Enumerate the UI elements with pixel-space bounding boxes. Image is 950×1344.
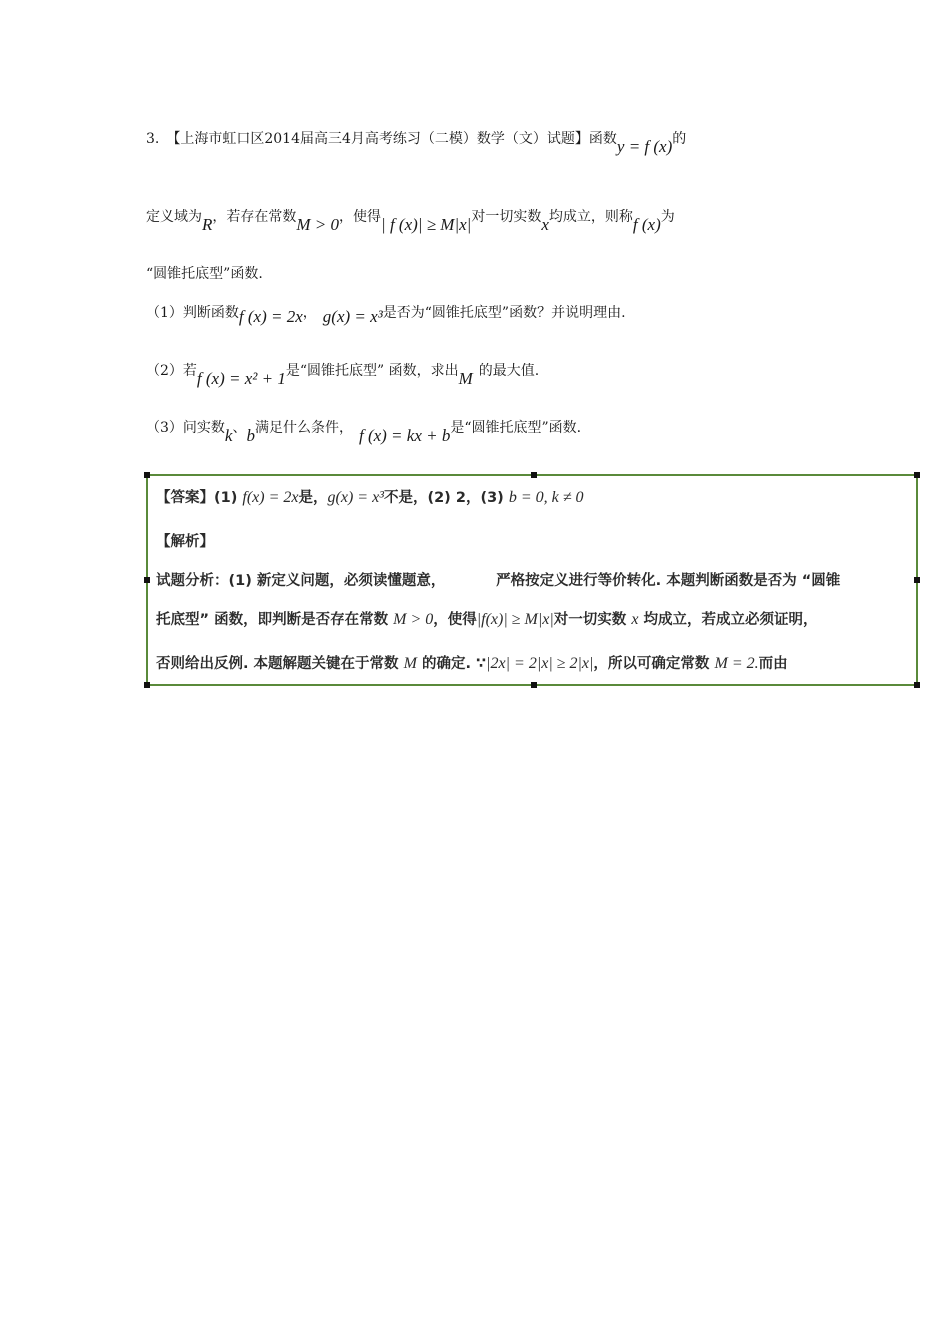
text-for-all-x: 对一切实数 [471, 209, 542, 225]
analysis-heading [156, 530, 214, 551]
math-f-x2-plus-1: f (x) = x² + 1 [196, 369, 286, 388]
math-inequality: | f (x)| ≥ M|x| [381, 215, 472, 234]
q1-text: 是否为“圆锥托底型”函数？并说明理由. [382, 305, 626, 321]
question-2 [146, 360, 540, 388]
analysis-M: M [403, 655, 417, 672]
resize-handle-bm[interactable] [531, 682, 537, 688]
analysis-text-3b: 的确定. ∵ [416, 656, 487, 672]
analysis-equation: |2x| = 2|x| ≥ 2|x| [486, 655, 594, 672]
q3-text-end: 是“圆锥托底型”函数. [450, 420, 582, 436]
answer-line [156, 486, 584, 507]
analysis-text-1: 试题分析：(1) 新定义问题，必须读懂题意， 严格按定义进行等价转化. 本题判断函数是否为 “圆锥 [156, 573, 841, 589]
problem-title: 3. 【上海市虹口区2014届高三4月高考练习（二模）数学（文）试题】函数 [146, 131, 617, 147]
math-g-x3: g(x) = x³ [322, 307, 383, 326]
answer-label: 【答案】(1) [156, 490, 243, 506]
math-fx: f (x) [632, 215, 661, 234]
problem-line-2 [146, 206, 675, 234]
math-M-gt-0: M > 0 [296, 215, 340, 234]
analysis-inequality: |f(x)| ≥ M|x| [476, 611, 554, 628]
q1-label: （1）判断函数 [146, 305, 239, 321]
text-definition: “圆锥托底型”函数. [146, 266, 263, 282]
q2-text: 是“圆锥托底型” 函数，求出 [285, 363, 459, 379]
text-constant: ，若存在常数 [212, 209, 297, 225]
math-x: x [541, 215, 549, 234]
answer-g: g(x) = x³ [327, 489, 384, 506]
analysis-text-3a: 否则给出反例. 本题解题关键在于常数 [156, 656, 404, 672]
text-such-that: ，使得 [339, 209, 382, 225]
analysis-label: 【解析】 [156, 534, 214, 550]
text-holds: 均成立，则称 [548, 209, 633, 225]
math-f-2x: f (x) = 2x [238, 307, 303, 326]
answer-rest: 不是，(2) 2，(3) [383, 490, 509, 506]
problem-line-3 [146, 264, 263, 284]
q1-comma: ， [302, 305, 317, 321]
math-y-eq-fx: y = f (x) [616, 137, 673, 156]
answer-condition: b = 0, k ≠ 0 [508, 489, 584, 506]
question-1 [146, 302, 626, 326]
analysis-text-3d: 而由 [758, 656, 788, 672]
question-3 [146, 417, 582, 445]
math-M: M [458, 369, 473, 388]
resize-handle-bl[interactable] [144, 682, 150, 688]
resize-handle-ml[interactable] [144, 577, 150, 583]
problem-title-suffix: 的 [672, 131, 687, 147]
analysis-line-1 [156, 569, 840, 590]
resize-handle-tr[interactable] [914, 472, 920, 478]
analysis-text-3c: ，所以可确定常数 [593, 656, 715, 672]
answer-yes: 是， [298, 490, 328, 506]
q3-sep: 、 [232, 420, 247, 436]
analysis-x: x [631, 611, 639, 628]
q2-text-end: 的最大值. [478, 363, 540, 379]
analysis-text-2c: 对一切实数 [553, 612, 632, 628]
q3-label: （3）问实数 [146, 420, 225, 436]
resize-handle-tl[interactable] [144, 472, 150, 478]
math-f-kx-plus-b: f (x) = kx + b [358, 426, 451, 445]
answer-f: f(x) = 2x [242, 489, 299, 506]
q2-label: （2）若 [146, 363, 197, 379]
math-R: R [202, 215, 213, 234]
resize-handle-tm[interactable] [531, 472, 537, 478]
math-k: k [224, 426, 233, 445]
problem-line-1 [146, 128, 687, 156]
analysis-M-eq-2: M = 2. [714, 655, 759, 672]
analysis-line-3 [156, 652, 788, 673]
resize-handle-mr[interactable] [914, 577, 920, 583]
analysis-text-2b: ，使得 [433, 612, 477, 628]
analysis-line-2 [156, 608, 818, 629]
text-domain: 定义域为 [146, 209, 202, 225]
analysis-M-gt-0: M > 0 [393, 611, 434, 628]
math-b: b [246, 426, 255, 445]
analysis-text-2a: 托底型” 函数，即判断是否存在常数 [156, 612, 394, 628]
q3-text: 满足什么条件， [254, 420, 353, 436]
answer-box[interactable] [146, 474, 918, 686]
analysis-text-2d: 均成立，若成立必须证明， [638, 612, 818, 628]
resize-handle-br[interactable] [914, 682, 920, 688]
text-is: 为 [660, 209, 675, 225]
